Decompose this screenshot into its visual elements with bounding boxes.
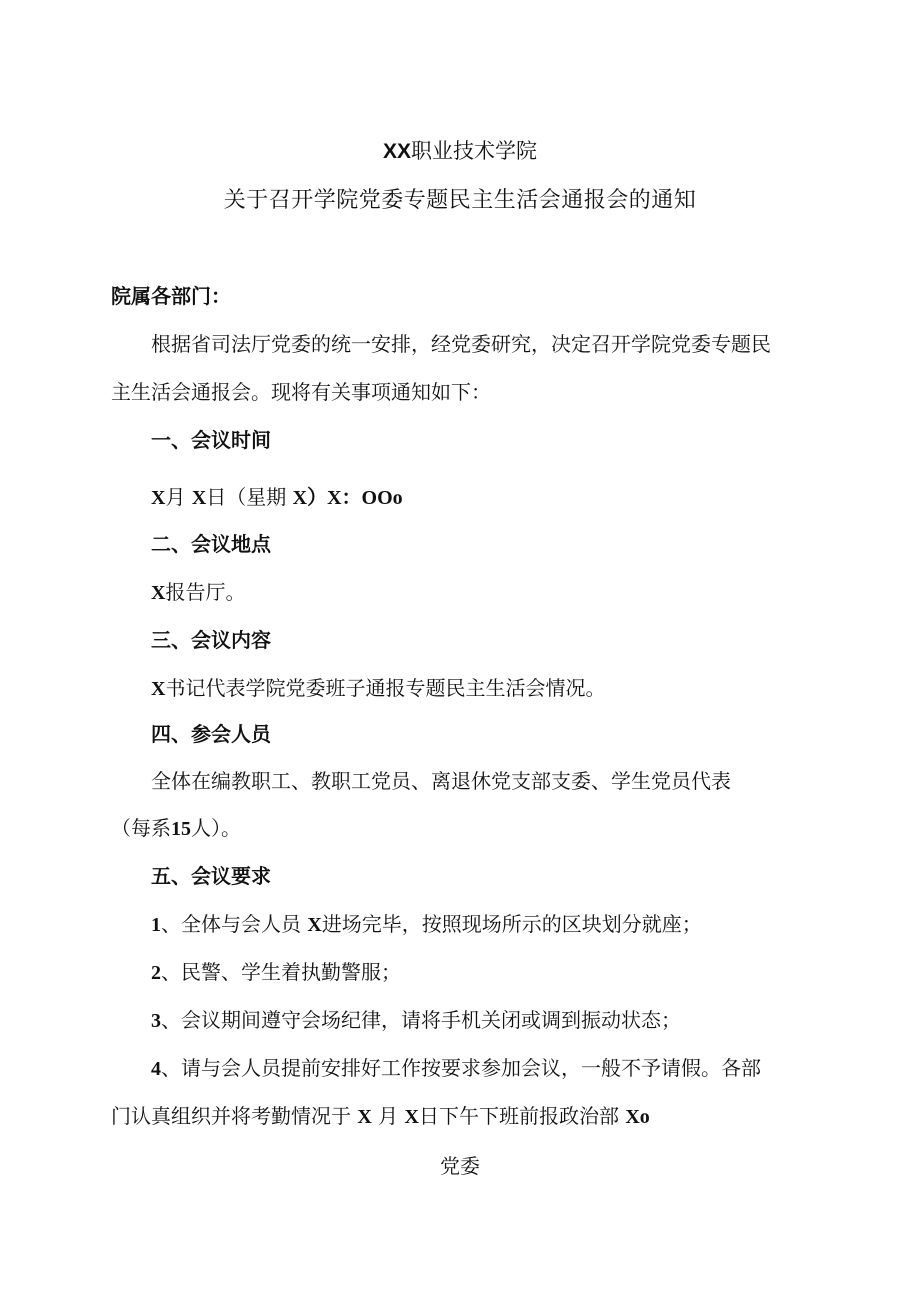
intro-line-1: 根据省司法厅党委的统一安排，经党委研究，决定召开学院党委专题民	[151, 332, 771, 356]
requirement-item-2	[151, 958, 401, 987]
requirement-item-1	[151, 910, 702, 939]
requirement-item-4	[151, 1054, 761, 1083]
section-time-heading: 一、会议时间	[151, 428, 271, 452]
document-title	[0, 136, 920, 167]
requirement-item-3	[151, 1006, 681, 1035]
content-placeholder: X	[151, 678, 166, 700]
meeting-place	[151, 578, 245, 607]
document-subtitle: 关于召开学院党委专题民主生活会通报会的通知	[223, 188, 697, 213]
requirement-text-continued: 进场完毕，按照现场所示的区块划分就座；	[321, 912, 702, 936]
month-label: 月	[165, 485, 186, 509]
meeting-content	[151, 674, 605, 703]
deadline-end: Xo	[625, 1106, 650, 1128]
place-placeholder: X	[151, 582, 166, 604]
attendees-line-1: 全体在编教职工、教职工党员、离退休党支部支委、学生党员代表	[151, 769, 731, 793]
day-label: 日（星期	[206, 485, 287, 509]
deadline-text-a: 门认真组织并将考勤情况于	[111, 1104, 351, 1128]
title-rest: 职业技术学院	[411, 139, 537, 163]
section-requirements-heading: 五、会议要求	[151, 864, 271, 888]
meeting-time	[151, 483, 403, 512]
signature: 党委	[440, 1154, 480, 1178]
day-placeholder: X	[191, 487, 207, 509]
content-text: 书记代表学院党委班子通报专题民主生活会情况。	[165, 676, 606, 700]
attendees-count: 15	[171, 818, 191, 840]
deadline-day-placeholder: X	[404, 1106, 419, 1128]
requirement-item-4-continued	[111, 1102, 650, 1131]
deadline-month-label: 月	[378, 1104, 399, 1128]
section-content-heading: 三、会议内容	[151, 628, 271, 652]
section-attendees-heading: 四、参会人员	[151, 722, 271, 746]
requirement-text: 、全体与会人员	[161, 912, 301, 936]
month-placeholder: X	[151, 487, 166, 509]
deadline-text-c: 日下午下班前报政治部	[418, 1104, 619, 1128]
requirement-number: 2	[151, 962, 161, 984]
deadline-month-placeholder: X	[357, 1106, 372, 1128]
requirement-text: 、会议期间遵守会场纪律，请将手机关闭或调到振动状态；	[161, 1008, 681, 1032]
requirement-placeholder: X	[307, 914, 322, 936]
attendees-per-dept-open: （每系	[111, 816, 171, 840]
attendees-per-dept-close: 人）。	[191, 816, 241, 840]
intro-line-2: 主生活会通报会。现将有关事项通知如下：	[111, 380, 491, 404]
requirement-text: 、请与会人员提前安排好工作按要求参加会议，一般不予请假。各部	[161, 1056, 761, 1080]
addressee: 院属各部门：	[111, 284, 231, 308]
place-text: 报告厅。	[165, 580, 246, 604]
weekday-time: X）X：OOo	[292, 487, 403, 509]
requirement-number: 4	[151, 1058, 161, 1080]
title-prefix: XX	[382, 140, 411, 163]
section-place-heading: 二、会议地点	[151, 532, 271, 556]
requirement-number: 3	[151, 1010, 161, 1032]
requirement-text: 、民警、学生着执勤警服；	[161, 960, 401, 984]
attendees-line-2	[111, 814, 241, 843]
requirement-number: 1	[151, 914, 161, 936]
